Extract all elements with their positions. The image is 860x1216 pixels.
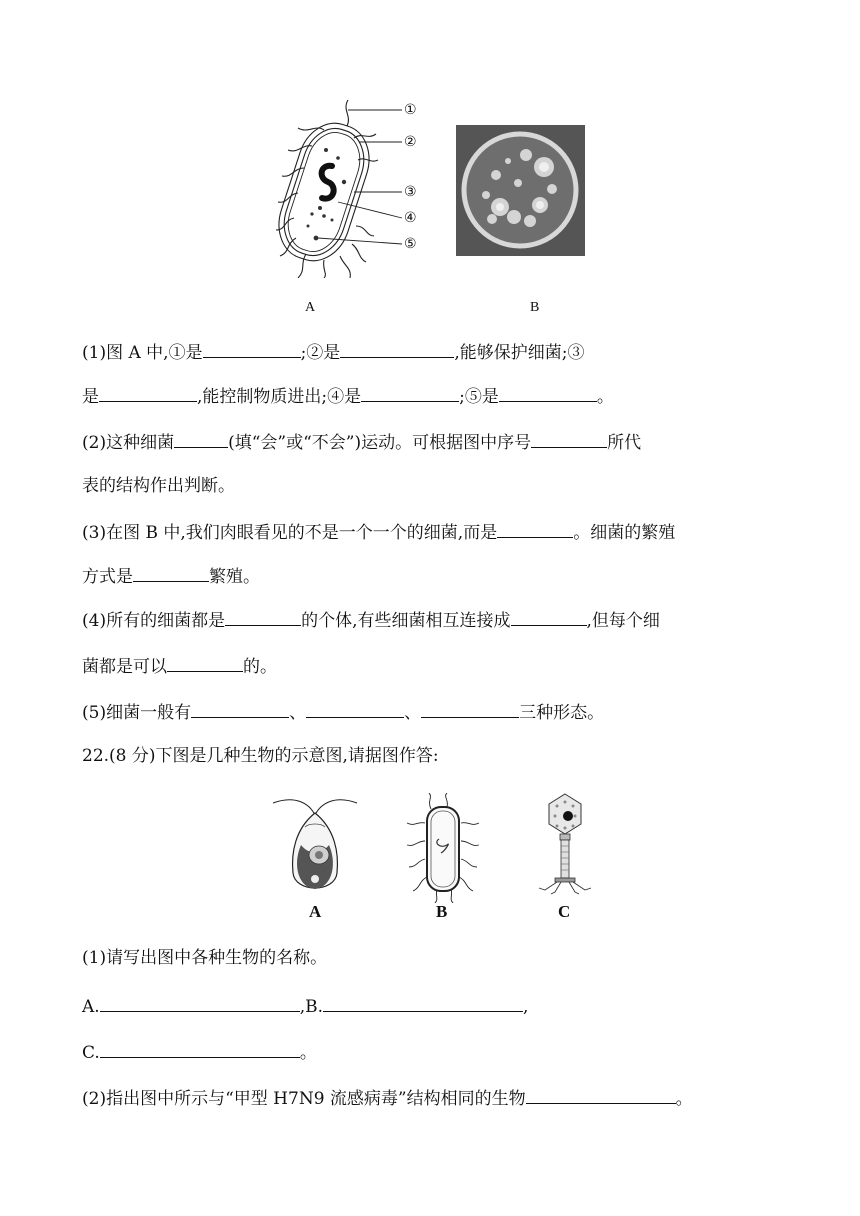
organism-a-drawing xyxy=(265,793,365,903)
q21-part1-line2: 是 ,能控制物质进出;④是 ;⑤是 。 xyxy=(82,384,614,409)
marker-3: ③ xyxy=(404,184,417,200)
petri-dish-image xyxy=(456,125,585,256)
answer-blank-6[interactable] xyxy=(174,430,228,448)
answer-blank-13[interactable] xyxy=(191,700,289,718)
organism-c-name-blank[interactable] xyxy=(100,1040,300,1058)
figure-a-caption: A xyxy=(305,300,316,315)
marker-1: ① xyxy=(404,102,417,118)
answer-blank-7[interactable] xyxy=(531,430,607,448)
answer-blank-3[interactable] xyxy=(99,384,197,402)
q21-part4-line1: (4)所有的细菌都是 的个体,有些细菌相互连接成 ,但每个细 xyxy=(82,608,660,633)
q22-header: 22.(8 分)下图是几种生物的示意图,请据图作答: xyxy=(82,746,439,766)
answer-blank-1[interactable] xyxy=(203,340,301,358)
q21-part3-line1: (3)在图 B 中,我们肉眼看见的不是一个一个的细菌,而是 。细菌的繁殖 xyxy=(82,520,675,545)
answer-blank-4[interactable] xyxy=(361,384,459,402)
organism-b-name-blank[interactable] xyxy=(323,994,523,1012)
answer-blank-2[interactable] xyxy=(340,340,454,358)
q22-part2: (2)指出图中所示与“甲型 H7N9 流感病毒”结构相同的生物 。 xyxy=(82,1086,693,1111)
marker-4: ④ xyxy=(404,210,417,226)
answer-blank-10[interactable] xyxy=(225,608,301,626)
answer-blank-8[interactable] xyxy=(497,520,573,538)
q22-caption-b: B xyxy=(436,902,448,921)
organism-c-drawing xyxy=(535,790,595,905)
marker-5: ⑤ xyxy=(404,236,417,252)
q21-part4-line2: 菌都是可以 的。 xyxy=(82,654,277,679)
q21-part1-line1: (1)图 A 中,①是 ;②是 ,能够保护细菌;③ xyxy=(82,340,584,365)
q22-answer-line-ab: A. ,B. , xyxy=(82,994,528,1019)
q21-part2-line2: 表的结构作出判断。 xyxy=(82,476,235,496)
answer-blank-11[interactable] xyxy=(511,608,587,626)
q21-part2-line1: (2)这种细菌 (填“会”或“不会”)运动。可根据图中序号 所代 xyxy=(82,430,641,455)
answer-blank-12[interactable] xyxy=(167,654,243,672)
virus-match-blank[interactable] xyxy=(526,1086,676,1104)
answer-blank-15[interactable] xyxy=(421,700,519,718)
q22-answer-line-c: C. 。 xyxy=(82,1040,317,1065)
q22-caption-c: C xyxy=(558,902,571,921)
answer-blank-14[interactable] xyxy=(306,700,404,718)
organism-b-drawing xyxy=(403,793,483,903)
figure-b-caption: B xyxy=(530,300,540,315)
q22-part1: (1)请写出图中各种生物的名称。 xyxy=(82,948,328,968)
colony-photo xyxy=(456,125,585,256)
q22-caption-a: A xyxy=(309,902,322,921)
q21-part5: (5)细菌一般有 、 、 三种形态。 xyxy=(82,700,604,725)
organism-a-name-blank[interactable] xyxy=(100,994,300,1012)
answer-blank-9[interactable] xyxy=(133,564,209,582)
q21-part3-line2: 方式是 繁殖。 xyxy=(82,564,260,589)
marker-2: ② xyxy=(404,134,417,150)
answer-blank-5[interactable] xyxy=(499,384,597,402)
